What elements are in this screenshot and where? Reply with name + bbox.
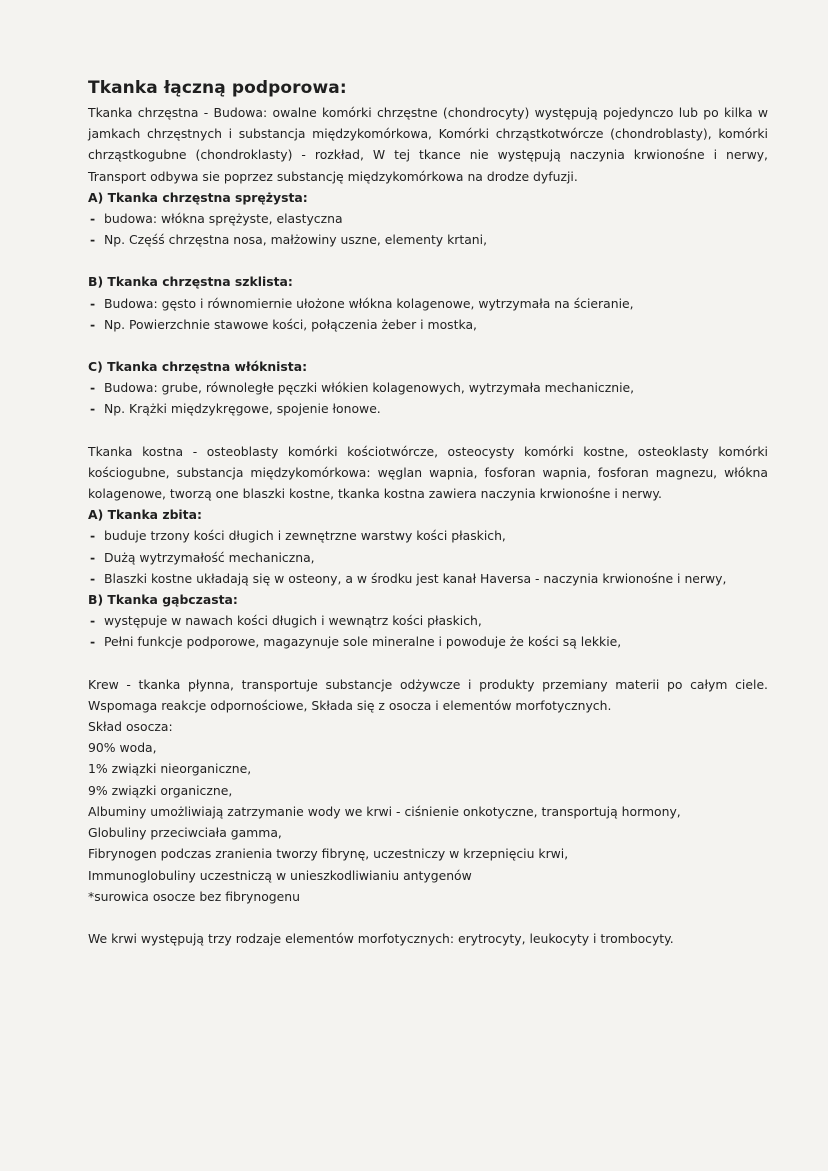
cartilage-elastic-list (88, 208, 768, 250)
cartilage-hyaline-heading: B) Tkanka chrzęstna szklista: (88, 274, 293, 290)
plasma-line: 1% związki nieorganiczne, (88, 761, 252, 777)
plasma-line: Skład osocza: (88, 719, 173, 735)
bone-intro: Tkanka kostna - osteoblasty komórki kościotwórcze, osteocysty komórki kostne, osteoklasty komórki kościogubne, substancja międzykomórkowa: węglan wapnia, fosforan wapnia, fosforan magnezu, włókna kolagenowe, tworzą one blaszki kostne, tkanka kostna zawiera naczynia krwionośne i nerwy. (88, 443, 768, 502)
list-item: - Budowa: grube, równoległe pęczki włókien kolagenowych, wytrzymała mechanicznie, (88, 377, 768, 398)
cartilage-type-fibrous (88, 356, 768, 420)
cartilage-hyaline-list (88, 293, 768, 335)
list-item: - Pełni funkcje podporowe, magazynuje sole mineralne i powoduje że kości są lekkie, (88, 631, 768, 652)
plasma-line: Fibrynogen podczas zranienia tworzy fibrynę, uczestniczy w krzepnięciu krwi, (88, 846, 569, 862)
blood-closing (88, 928, 768, 949)
bone-compact-list (88, 525, 768, 589)
cartilage-elastic-heading: A) Tkanka chrzęstna sprężysta: (88, 189, 308, 205)
bone-section (88, 441, 768, 653)
cartilage-type-hyaline (88, 271, 768, 335)
list-item: - Blaszki kostne układają się w osteony, a w środku jest kanał Haversa - naczynia krwionośne i nerwy, (88, 568, 768, 589)
list-item: - buduje trzony kości długich i zewnętrzne warstwy kości płaskich, (88, 525, 768, 546)
plasma-line: 90% woda, (88, 740, 157, 756)
cartilage-intro: Tkanka chrzęstna - Budowa: owalne komórki chrzęstne (chondrocyty) występują pojedynczo lub po kilka w jamkach chrzęstnych i substancja międzykomórkowa, Komórki chrząstkotwórcze (chondroblasty), komórki chrząstkogubne (chondroklasty) - rozkład, W tej tkance nie występują naczynia krwionośne i nerwy, Transport odbywa sie poprzez substancję międzykomórkowa na drodze dyfuzji. (88, 105, 768, 184)
list-item: - występuje w nawach kości długich i wewnątrz kości płaskich, (88, 610, 768, 631)
plasma-line: 9% związki organiczne, (88, 782, 233, 798)
list-item: - Dużą wytrzymałość mechaniczna, (88, 547, 768, 568)
plasma-line: Globuliny przeciwciała gamma, (88, 825, 282, 841)
cartilage-fibrous-list (88, 377, 768, 419)
plasma-line: *surowica osocze bez fibrynogenu (88, 888, 300, 904)
bone-compact-heading: A) Tkanka zbita: (88, 507, 202, 523)
blood-section (88, 674, 768, 907)
blood-closing-text: We krwi występują trzy rodzaje elementów morfotycznych: erytrocyty, leukocyty i trombocyty. (88, 930, 674, 946)
page-title: Tkanka łączną podporowa: (88, 78, 347, 98)
plasma-line: Albuminy umożliwiają zatrzymanie wody we krwi - ciśnienie onkotyczne, transportują hormony, (88, 803, 681, 819)
list-item: - Np. Częśś chrzęstna nosa, małżowiny uszne, elementy krtani, (88, 229, 768, 250)
list-item: - Budowa: gęsto i równomiernie ułożone włókna kolagenowe, wytrzymała na ścieranie, (88, 293, 768, 314)
list-item: - Np. Powierzchnie stawowe kości, połączenia żeber i mostka, (88, 314, 768, 335)
blood-intro: Krew - tkanka płynna, transportuje substancje odżywcze i produkty przemiany materii po całym ciele. Wspomaga reakcje odpornościowe, Składa się z osocza i elementów morfotycznych. (88, 676, 768, 713)
list-item: - budowa: włókna sprężyste, elastyczna (88, 208, 768, 229)
cartilage-fibrous-heading: C) Tkanka chrzęstna włóknista: (88, 359, 308, 375)
plasma-line: Immunoglobuliny uczestniczą w unieszkodliwianiu antygenów (88, 867, 472, 883)
cartilage-type-elastic (88, 187, 768, 251)
list-item: - Np. Krążki międzykręgowe, spojenie łonowe. (88, 398, 768, 419)
bone-spongy-list (88, 610, 768, 652)
bone-spongy-heading: B) Tkanka gąbczasta: (88, 592, 238, 608)
